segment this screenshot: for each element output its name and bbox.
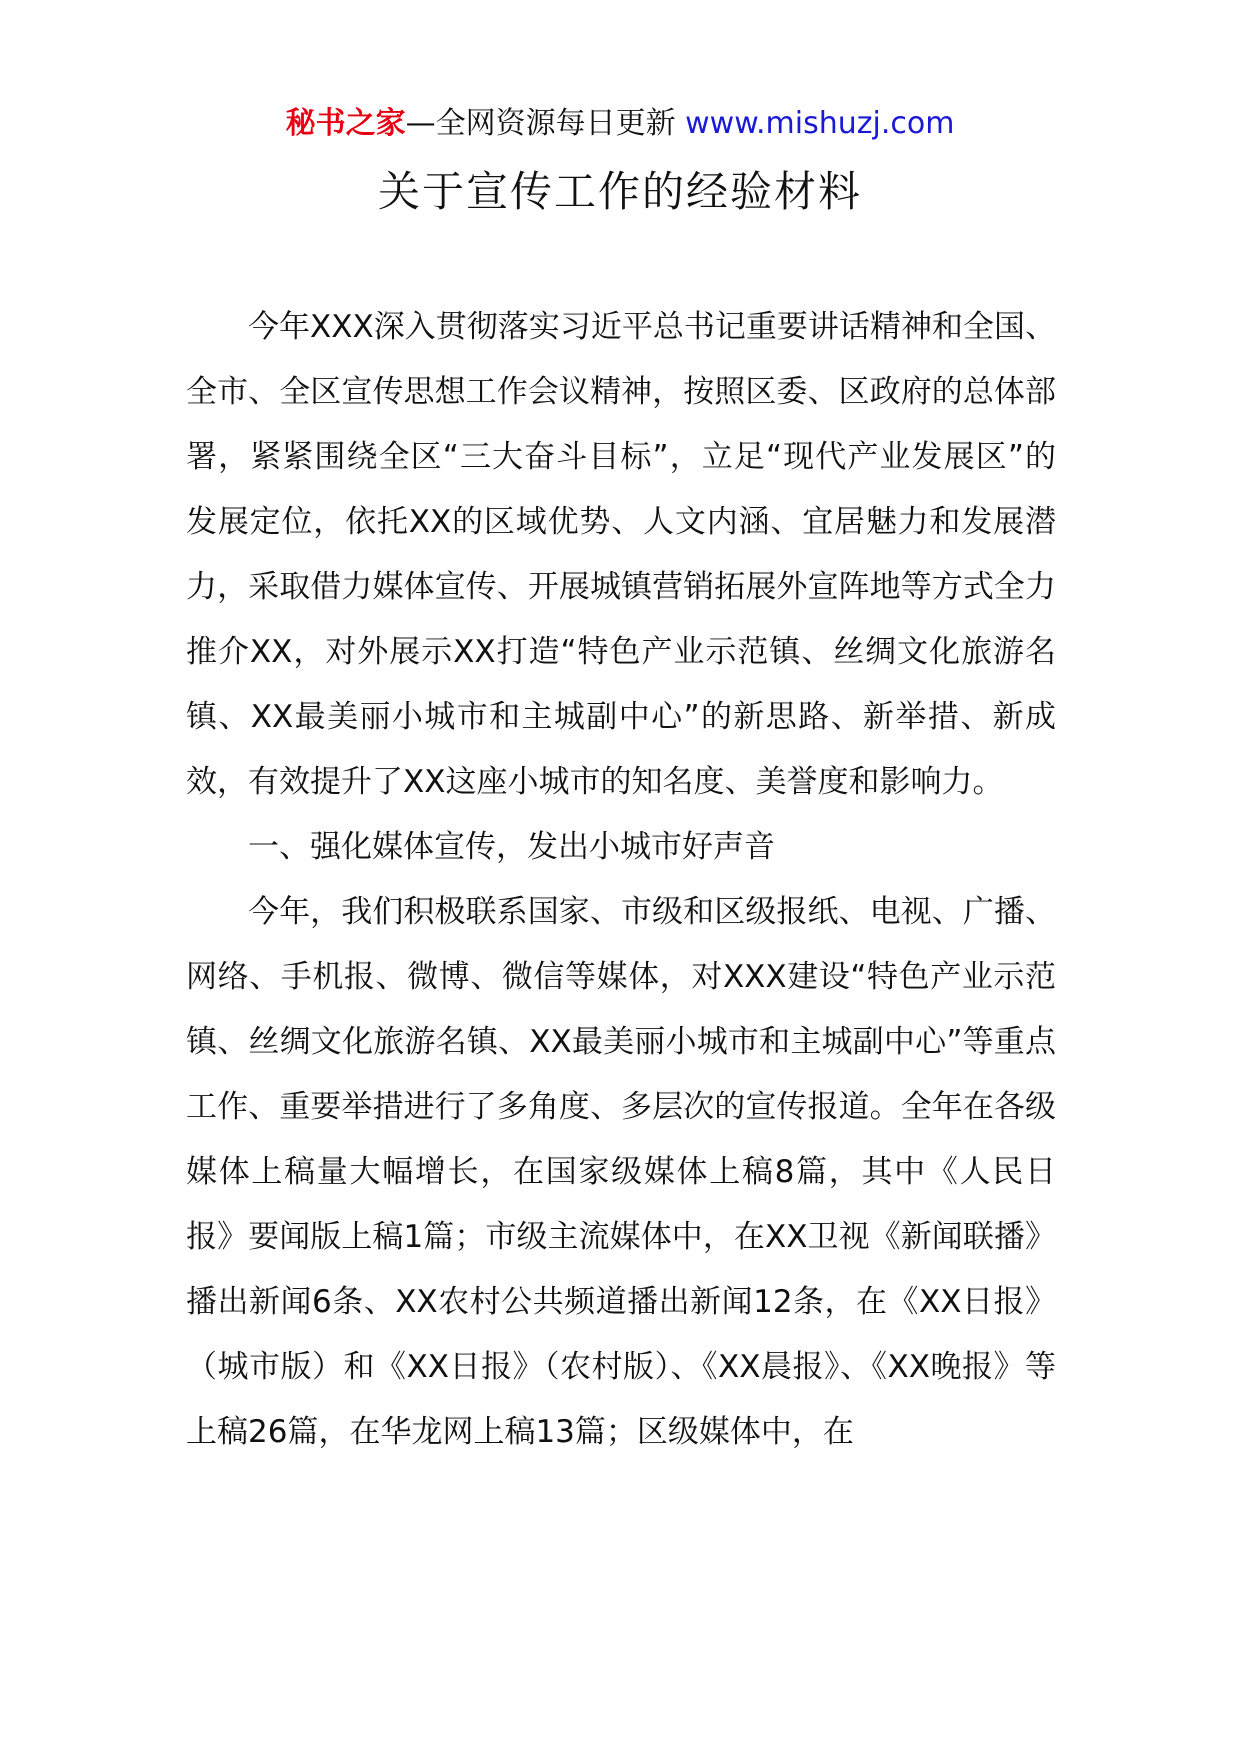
document-body [186, 295, 1056, 1465]
document-title: 关于宣传工作的经验材料 [377, 167, 862, 216]
header-slogan: —全网资源每日更新 [405, 106, 676, 141]
intro-paragraph: 今年XXX深入贯彻落实习近平总书记重要讲话精神和全国、全市、全区宣传思想工作会议精神，按照区委、区政府的总体部署，紧紧围绕全区“三大奋斗目标”，立足“现代产业发展区”的发展定位，依托XX的区域优势、人文内涵、宜居魅力和发展潜力，采取借力媒体宣传、开展城镇营销拓展外宣阵地等方式全力推介XX，对外展示XX打造“特色产业示范镇、丝绸文化旅游名镇、XX最美丽小城市和主城副中心”的新思路、新举措、新成效，有效提升了XX这座小城市的知名度、美誉度和影响力。 [186, 309, 1056, 800]
body-paragraph: 今年，我们积极联系国家、市级和区级报纸、电视、广播、网络、手机报、微博、微信等媒体，对XXX建设“特色产业示范镇、丝绸文化旅游名镇、XX最美丽小城市和主城副中心”等重点工作、重要举措进行了多角度、多层次的宣传报道。全年在各级媒体上稿量大幅增长，在国家级媒体上稿8篇，其中《人民日报》要闻版上稿1篇；市级主流媒体中，在XX卫视《新闻联播》播出新闻6条、XX农村公共频道播出新闻12条，在《XX日报》（城市版）和《XX日报》（农村版）、《XX晨报》、《XX晚报》等上稿26篇，在华龙网上稿13篇；区级媒体中，在 [186, 894, 1056, 1450]
section-heading: 一、强化媒体宣传，发出小城市好声音 [248, 829, 775, 865]
brand-name: 秘书之家 [285, 106, 406, 141]
site-url-link[interactable]: www.mishuzj.com [685, 106, 955, 141]
site-header [0, 104, 1240, 144]
